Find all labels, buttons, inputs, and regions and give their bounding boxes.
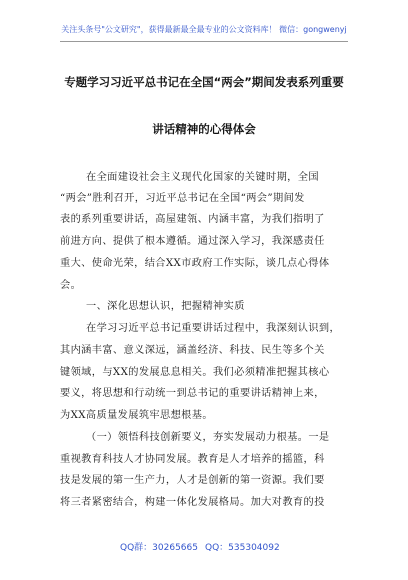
body-line: 重视教育科技人才协同发展。教育是人才培养的摇篮，科: [60, 454, 325, 465]
body-line: 重大、使命光荣，结合XX市政府工作实际，谈几点心得体: [60, 258, 330, 269]
document-title-line1: 专题学习习近平总书记在全国“两会”期间发表系列重要: [64, 75, 344, 89]
body-line: 要义，将思想和行动统一到总书记的重要讲话精神上来，: [60, 388, 325, 399]
body-line: 在学习习近平总书记重要讲话过程中，我深刻认识到，: [86, 323, 341, 334]
body-line: 其内涵丰富、意义深远，涵盖经济、科技、民生等多个关: [60, 345, 325, 356]
body-line: 技是发展的第一生产力，人才是创新的第一资源。我们要: [60, 475, 325, 486]
body-line: 在全面建设社会主义现代化国家的关键时期，全国: [86, 172, 319, 183]
body-line: 键领域，与XX的发展息息相关。我们必须精准把握其核心: [60, 367, 330, 378]
header-divider: [60, 41, 348, 42]
footer-qq-number: QQ：535304092: [205, 543, 280, 553]
body-line: 表的系列重要讲话，高屋建瓴、内涵丰富，为我们指明了: [60, 214, 325, 225]
body-line: 前进方向、提供了根本遵循。通过深入学习，我深感责任: [60, 236, 325, 247]
body-line: 会。: [60, 280, 82, 291]
body-line: 将三者紧密结合，构建一体化发展格局。加大对教育的投: [60, 497, 325, 508]
section-heading: 一、深化思想认识，把握精神实质: [86, 301, 245, 312]
header-banner: 关注头条号"公文研究"，获得最新最全最专业的公文资料库！ 微信：gongwenyj: [61, 25, 347, 34]
document-title-line2: 讲话精神的心得体会: [152, 122, 256, 136]
body-line: “两会”胜利召开，习近平总书记在全国“两会”期间发: [60, 193, 305, 204]
footer-qq-group: QQ群：30265665: [120, 543, 198, 553]
body-line: 为XX高质量发展筑牢思想根基。: [60, 410, 213, 421]
subsection-heading: （一）领悟科技创新要义，夯实发展动力根基。一是: [86, 432, 330, 443]
